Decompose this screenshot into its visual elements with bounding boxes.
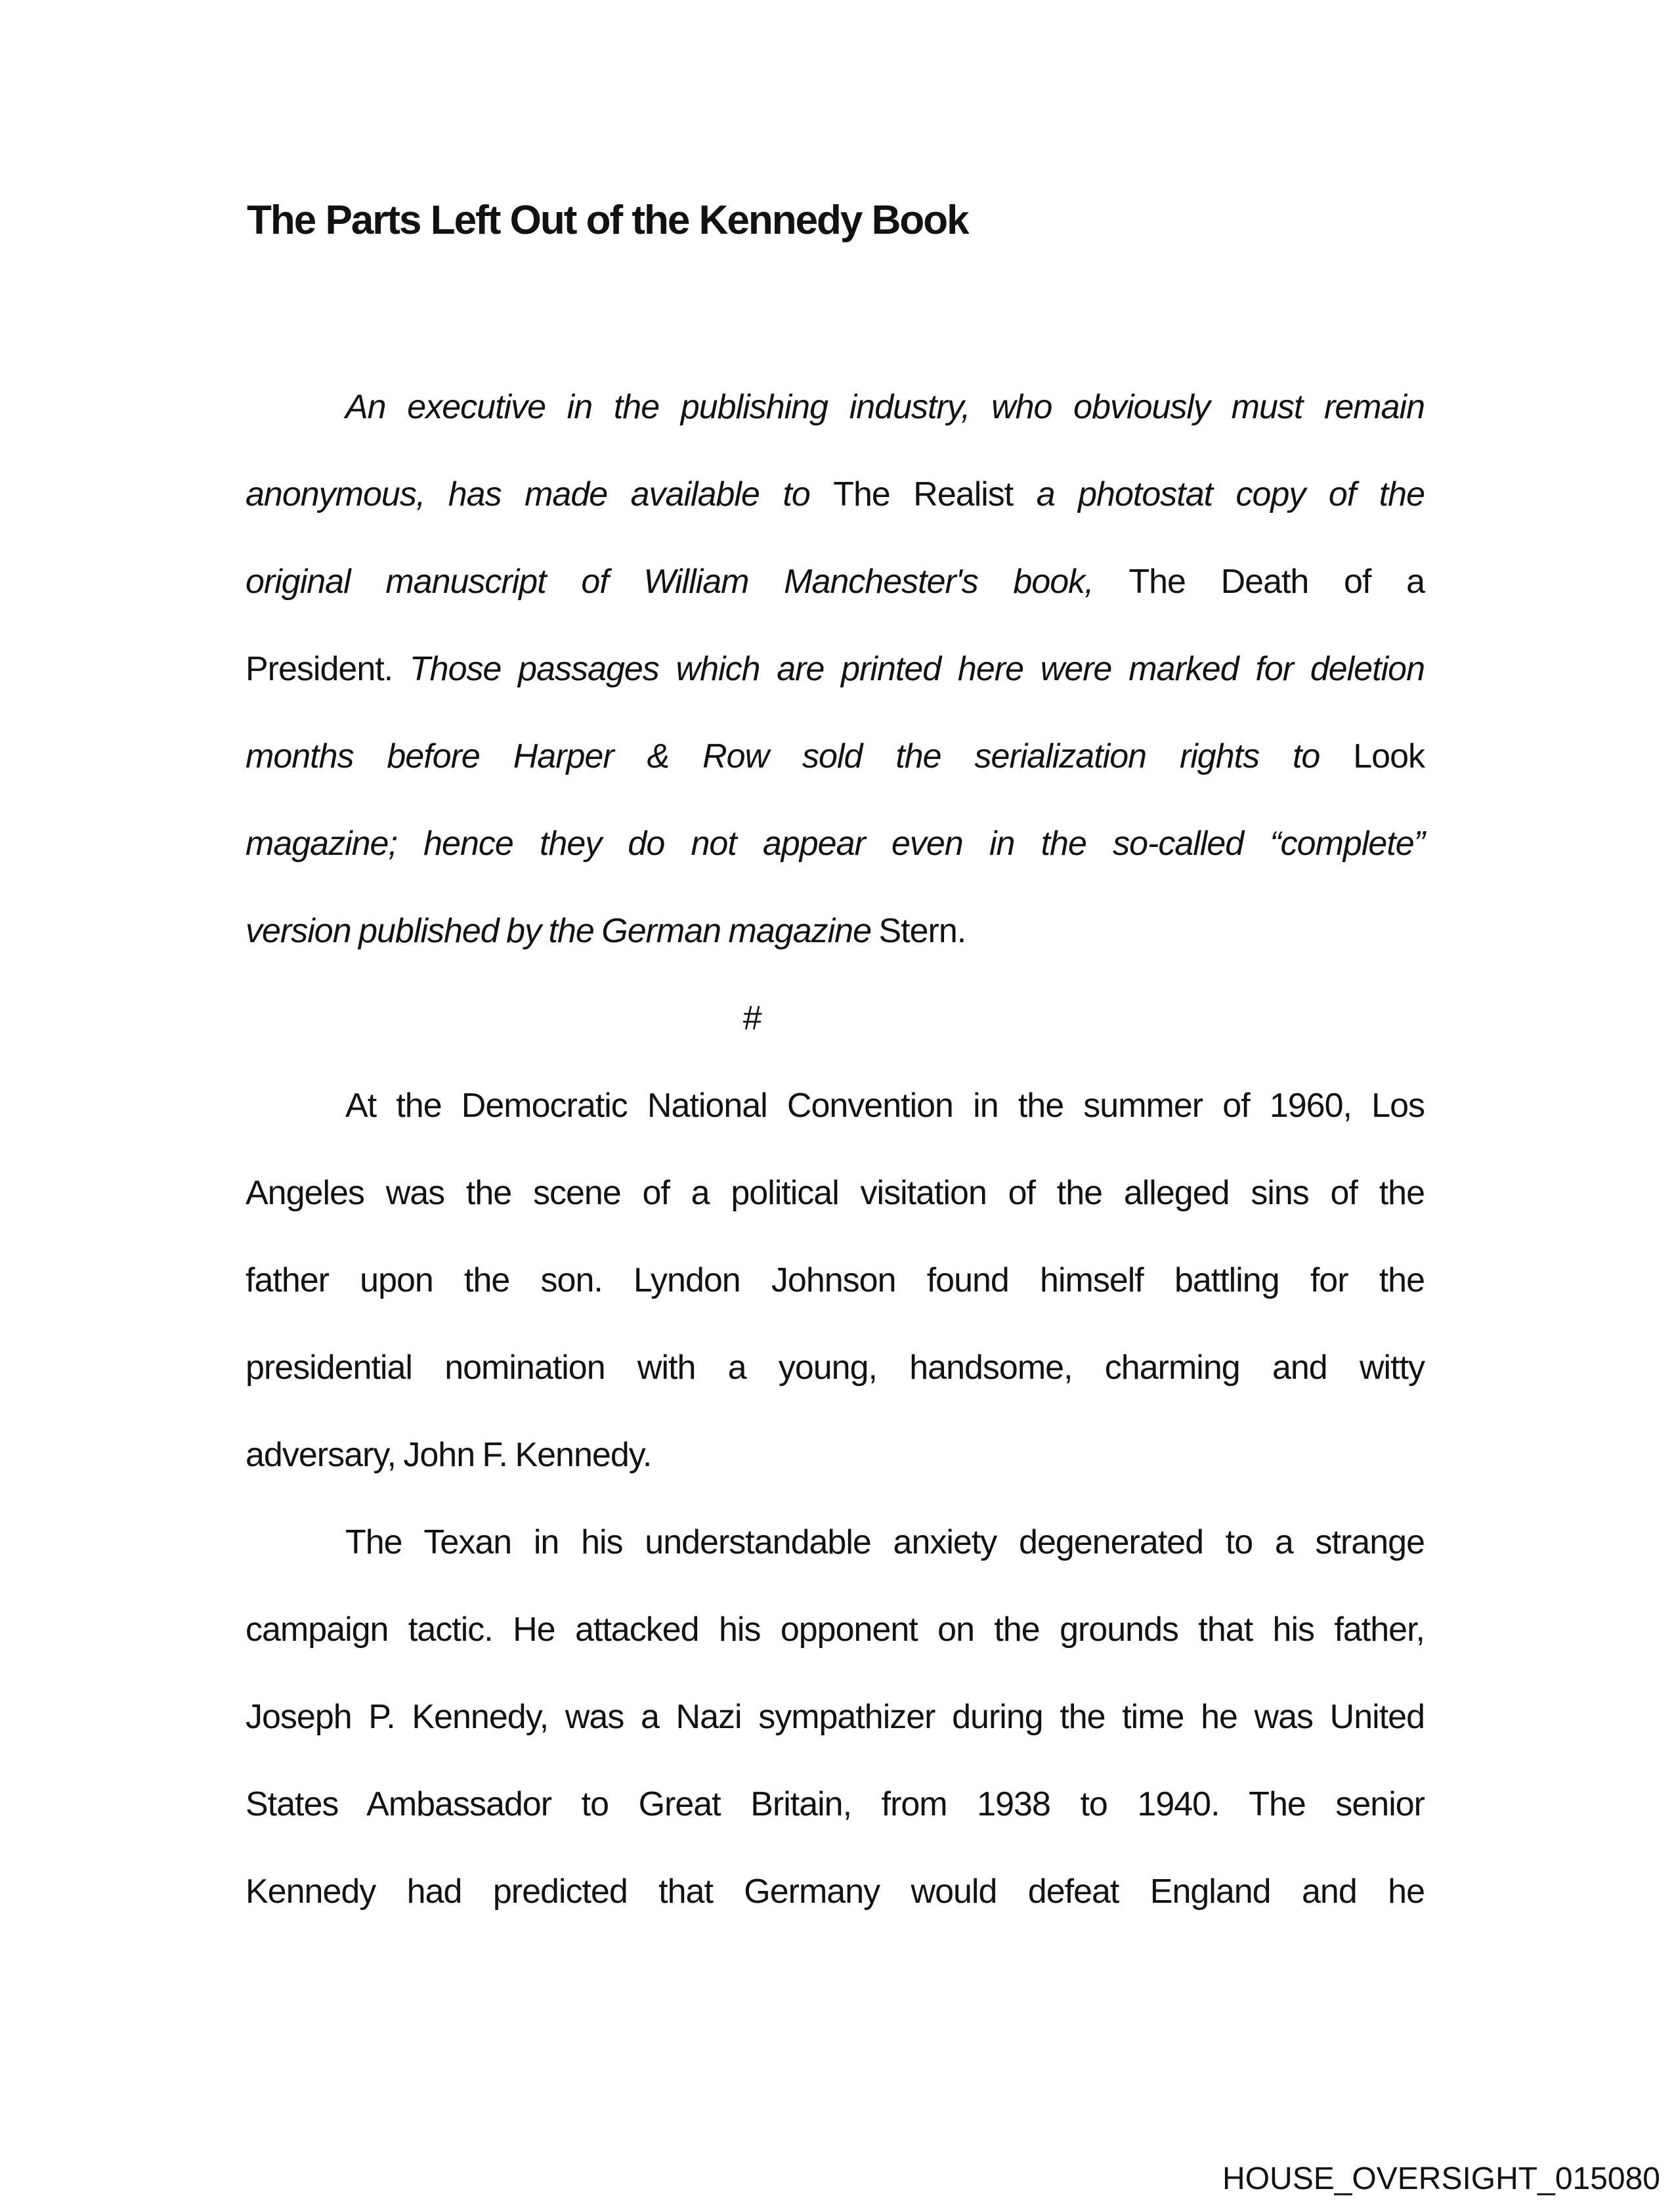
roman-text-segment: President. <box>246 650 393 688</box>
roman-text-segment: Joseph P. Kennedy, was a Nazi sympathizer during the time he was United <box>246 1698 1425 1736</box>
text-line <box>246 800 1425 888</box>
text-line <box>246 713 1425 800</box>
italic-text-segment: magazine; hence they do not appear even in the so-called “complete” <box>246 825 1425 863</box>
document-body <box>246 364 1425 1936</box>
roman-text-segment: adversary, John F. Kennedy. <box>246 1436 652 1474</box>
roman-text-segment: States Ambassador to Great Britain, from 1938 to 1940. The senior <box>246 1785 1425 1823</box>
text-line <box>246 451 1425 538</box>
roman-text-segment: father upon the son. Lyndon Johnson found himself battling for the <box>246 1261 1425 1299</box>
roman-text-segment: The Realist <box>833 475 1014 513</box>
roman-text-segment: The Texan in his understandable anxiety degenerated to a strange <box>345 1523 1425 1561</box>
text-line <box>246 1848 1425 1936</box>
document-title: The Parts Left Out of the Kennedy Book <box>247 198 968 243</box>
text-line <box>246 1324 1425 1412</box>
section-separator: # <box>742 999 761 1037</box>
roman-text-segment: The Death of a <box>1128 563 1425 601</box>
roman-text-segment: campaign tactic. He attacked his opponent on the grounds that his father, <box>246 1611 1425 1649</box>
roman-text-segment: Look <box>1353 737 1425 775</box>
text-line <box>246 1150 1425 1237</box>
bates-number: HOUSE_OVERSIGHT_015080 <box>1222 2161 1660 2196</box>
italic-text-segment: anonymous, has made available to <box>246 475 834 513</box>
text-line <box>246 1062 1425 1150</box>
roman-text-segment: Stern. <box>878 912 966 950</box>
text-line <box>246 1237 1425 1324</box>
roman-text-segment: Kennedy had predicted that Germany would defeat England and he <box>246 1873 1425 1911</box>
text-line <box>246 626 1425 713</box>
roman-text-segment: At the Democratic National Convention in the summer of 1960, Los <box>345 1087 1425 1125</box>
text-line <box>246 1761 1425 1848</box>
italic-text-segment: An executive in the publishing industry, who obviously must remain <box>345 388 1425 426</box>
text-line <box>246 364 1425 451</box>
roman-text-segment: Angeles was the scene of a political visitation of the alleged sins of the <box>246 1174 1425 1212</box>
text-line <box>246 1499 1425 1586</box>
text-line <box>246 538 1425 626</box>
italic-text-segment: months before Harper & Row sold the serialization rights to <box>246 737 1354 775</box>
text-line <box>246 1674 1425 1761</box>
italic-text-segment: original manuscript of William Manchester's book, <box>246 563 1129 601</box>
italic-text-segment: a photostat copy of the <box>1013 475 1425 513</box>
roman-text-segment: presidential nomination with a young, handsome, charming and witty <box>246 1349 1425 1387</box>
italic-text-segment: Those passages which are printed here were marked for deletion <box>393 650 1425 688</box>
text-line <box>246 1586 1425 1674</box>
text-line <box>246 888 1425 975</box>
text-line <box>246 1412 1425 1499</box>
italic-text-segment: version published by the German magazine <box>246 912 879 950</box>
